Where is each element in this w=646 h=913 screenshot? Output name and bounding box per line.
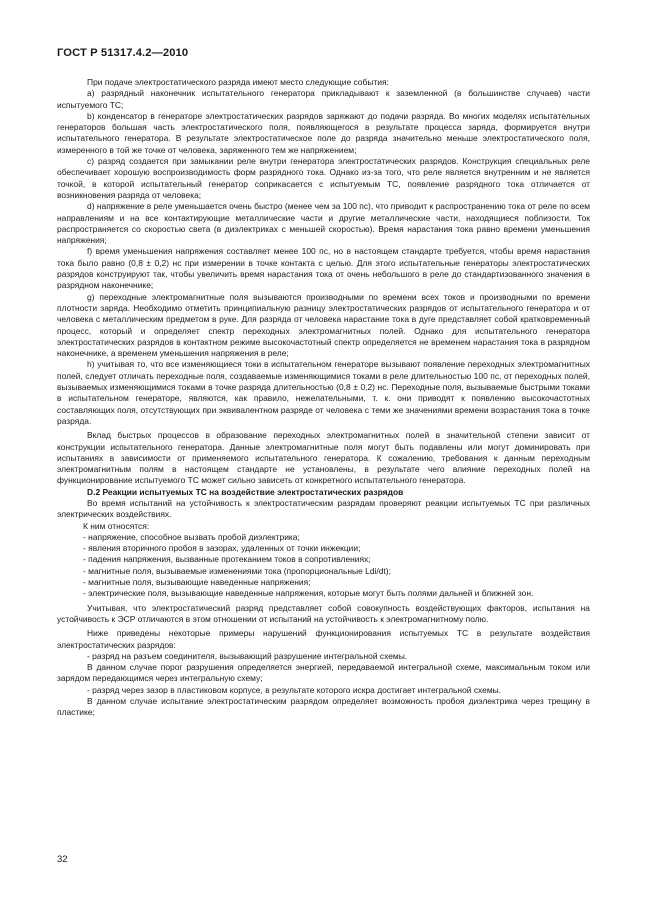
list-item: - разряд через зазор в пластиковом корпусе, в результате которого искра достигает интегральной схемы.	[87, 684, 502, 695]
list-item: - магнитные поля, вызываемые изменениями тока (пропорциональные Ldi/dt);	[83, 565, 391, 576]
paragraph: Вклад быстрых процессов в образование переходных электромагнитных полей в значительной степени зависит от конструкции испытательного генератора. Данные электромагнитные поля могут быть подавлены или могут доминировать при испытаниях в зависимости от применяемого испытательного генератора. К сожалению, требования к данным переходным электромагнитным полям в настоящем стандарте не установлены, в результате чего влияние переходных полей на функционирование испытуемого ТС может сильно зависеть от конкретного испытательного генератора.	[57, 430, 590, 486]
list-item: - магнитные поля, вызывающие наведенные напряжения;	[83, 577, 311, 588]
paragraph: Ниже приведены некоторые примеры нарушений функционирования испытуемых ТС в результате воздействия электростатических разрядов:	[57, 628, 590, 650]
section-intro: Во время испытаний на устойчивость к электростатическим разрядам проверяют реакции испытуемых ТС при различных электрических воздействиях.	[57, 497, 590, 520]
list-item: - явления вторичного пробоя в зазорах, удаленных от точки инжекции;	[83, 543, 361, 554]
paragraph: а) разрядный наконечник испытательного генератора прикладывают к заземленной (в большинстве случаев) части испытуемого ТС;	[57, 88, 590, 110]
list-intro: К ним относятся:	[83, 520, 150, 531]
page-body	[57, 77, 590, 719]
list-item: - напряжение, способное вызвать пробой диэлектрика;	[83, 531, 300, 542]
paragraph: В данном случае порог разрушения определяется энергией, передаваемой интегральной схеме, максимальным током или зарядом передающимся через интегральную схему;	[57, 662, 590, 684]
paragraph: f) время уменьшения напряжения составляет менее 100 пс, но в настоящем стандарте требуется, чтобы время нарастания тока было равно (0,8 ± 0,2) нс при измерении в точке контакта с целью. Для этого испытательные генераторы электростатических разрядов конструируют так, чтобы увеличить время нарастания тока от очень небольшого в реле до стандартизованного значения в разрядном наконечнике;	[57, 246, 590, 291]
list-item: - электрические поля, вызывающие наведенные напряжения, которые могут быть полями дальней и ближней зон.	[83, 588, 534, 599]
paragraph: h) учитывая то, что все изменяющиеся токи в испытательном генераторе вызывают появление переходных электромагнитных полей, следует отличать переходные поля, создаваемые изменяющимися токами в реле длительностью 100 пс, от переходных полей, вызываемых изменяющимися токами в точке разряда длительностью (0,8 ± 0,2) нс. Переходные поля, вызываемые быстрыми токами в испытательном генераторе, являются, как правило, нежелательными, т. к. они приводят к появлению высокочастотных составляющих поля, отсутствующих при эквивалентном разряде от человека с теми же значениями времени возрастания тока в точке разряда.	[57, 359, 590, 426]
paragraph: d) напряжение в реле уменьшается очень быстро (менее чем за 100 пс), что приводит к распространению тока от реле по всем направлениям и на все контактирующие металлические части и другие металлические части, находящиеся поблизости. Ток распространяется со скоростью света (в диэлектриках с меньшей скоростью). Время нарастания тока равно времени уменьшения напряжения;	[57, 201, 590, 246]
paragraph: В данном случае испытание электростатическим разрядом определяет возможность пробоя диэлектрика через трещину в пластике;	[57, 696, 590, 718]
paragraph: b) конденсатор в генераторе электростатических разрядов заряжают до подачи разряда. Во многих моделях испытательных генераторов большая часть электростатического поля, появляющегося в результате процесса заряда, формируется внутри испытательного генератора. В результате электростатическое поле до разряда значительно меньше электростатического поля, измеренного в той же точке от человека, заряженного тем же напряжением;	[57, 110, 590, 155]
standard-header: ГОСТ Р 51317.4.2—2010	[57, 47, 189, 59]
section-heading: D.2 Реакции испытуемых ТС на воздействие электростатических разрядов	[87, 486, 404, 497]
paragraph: При подаче электростатического разряда имеют место следующие события:	[87, 77, 389, 87]
paragraph: Учитывая, что электростатический разряд представляет собой совокупность воздействующих факторов, испытания на устойчивость к ЭСР отличаются в этом отношении от испытаний на устойчивость к электромагнитному полю.	[57, 602, 590, 624]
page-number: 32	[57, 854, 68, 865]
paragraph: g) переходные электромагнитные поля вызываются производными по времени всех токов и производными по времени плотности заряда. Необходимо отметить принципиальную разницу электростатических разрядов от испытательного генератора и от человека с металлическим предметом в руке. Для разряда от человека нарастание тока в дуге представляет собой кратковременный процесс, который и определяет спектр переходных электромагнитных полей. Однако для испытательного генератора электростатических разрядов в контактном режиме высокочастотный спектр определяется не временем нарастания тока в разрядном наконечнике, а временем уменьшения напряжения в реле;	[57, 291, 590, 359]
list-item: - падения напряжения, вызванные протеканием токов в сопротивлениях;	[83, 554, 371, 565]
paragraph: с) разряд создается при замыкании реле внутри генератора электростатических разрядов. Конструкция специальных реле обеспечивает хорошую воспроизводимость форм разрядного тока. Однако из-за того, что реле является внутренним и не является точкой, в которой испытательный генератор соприкасается с испытуемым ТС, появление разрядного тока отличается от возникновения разряда от человека;	[57, 156, 590, 200]
list-item: - разряд на разъем соединителя, вызывающий разрушение интегральной схемы.	[87, 650, 408, 661]
